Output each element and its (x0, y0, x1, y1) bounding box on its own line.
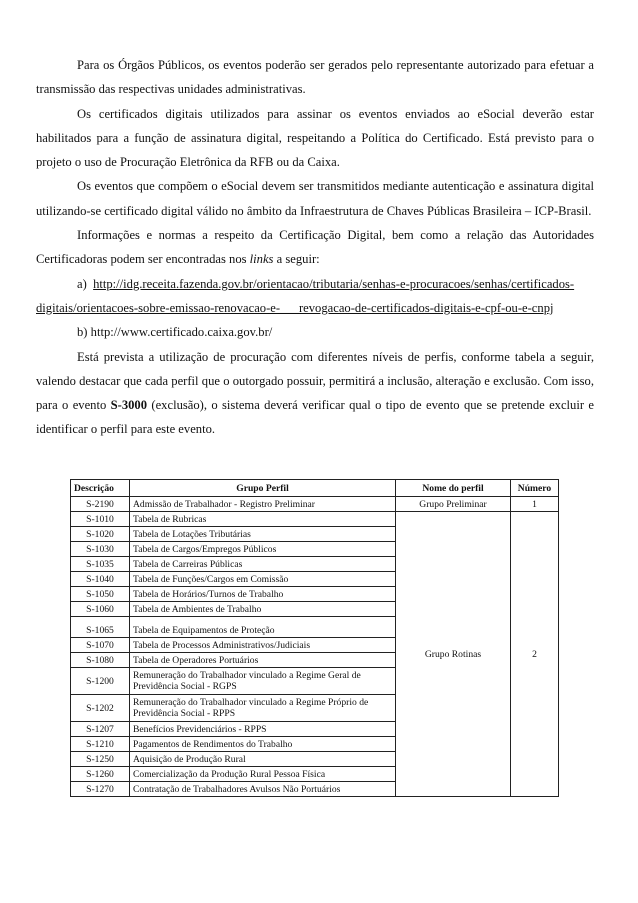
list-item-b (36, 320, 594, 344)
paragraph-procuracao-end: (exclusão), o sistema deverá verificar qual o tipo de evento que se pretende excluir e identificar o perfil para este evento. (36, 398, 594, 437)
profiles-table (70, 479, 559, 797)
paragraph-informacoes (36, 223, 594, 272)
profile-number-rotinas: 2 (511, 512, 559, 797)
links-word: links (249, 252, 274, 267)
profile-name-rotinas: Grupo Rotinas (396, 512, 511, 797)
event-code: S-1207 (71, 722, 130, 737)
profile-name: Grupo Preliminar (396, 497, 511, 512)
paragraph-certificados: Os certificados digitais utilizados para assinar os eventos enviados ao eSocial deverão estar habilitados para a função de assinatura digital, respeitando a Política do Certificado. Está previsto para o projeto o uso de Procuração Eletrônica da RFB ou da Caixa. (36, 106, 594, 170)
event-code: S-1080 (71, 653, 130, 668)
paragraph-transmissao: Os eventos que compõem o eSocial devem ser transmitidos mediante autenticação e assinatura digital utilizando-se certificado digital válido no âmbito da Infraestrutura de Chaves Públicas Brasileira – ICP-Brasil. (36, 179, 594, 218)
event-group: Tabela de Lotações Tributárias (130, 527, 396, 542)
header-numero: Número (511, 480, 559, 497)
profile-number: 1 (511, 497, 559, 512)
event-group: Contratação de Trabalhadores Avulsos Não Portuários (130, 782, 396, 797)
event-code: S-2190 (71, 497, 130, 512)
event-group: Tabela de Cargos/Empregos Públicos (130, 542, 396, 557)
event-group: Aquisição de Produção Rural (130, 752, 396, 767)
event-code: S-1070 (71, 638, 130, 653)
event-s3000: S-3000 (110, 398, 148, 413)
event-code: S-1250 (71, 752, 130, 767)
event-code: S-1270 (71, 782, 130, 797)
event-group: Tabela de Rubricas (130, 512, 396, 527)
event-group: Tabela de Ambientes de Trabalho (130, 602, 396, 617)
event-code: S-1030 (71, 542, 130, 557)
list-item-a (36, 272, 594, 321)
event-group: Pagamentos de Rendimentos do Trabalho (130, 737, 396, 752)
paragraph-orgaos-publicos: Para os Órgãos Públicos, os eventos poderão ser gerados pelo representante autorizado para efetuar a transmissão das respectivas unidades administrativas. (36, 58, 594, 97)
body-text (36, 53, 594, 442)
table-row (71, 497, 559, 512)
list-marker-a: a) (77, 276, 87, 291)
event-code: S-1065 (71, 617, 130, 638)
event-group: Tabela de Operadores Portuários (130, 653, 396, 668)
link-certificado-caixa[interactable]: http://www.certificado.caixa.gov.br/ (90, 325, 273, 340)
header-descricao: Descrição (71, 480, 130, 497)
event-code: S-1020 (71, 527, 130, 542)
paragraph-procuracao (36, 345, 594, 442)
event-code: S-1210 (71, 737, 130, 752)
event-code: S-1040 (71, 572, 130, 587)
event-group: Tabela de Equipamentos de Proteção (130, 617, 396, 638)
event-code: S-1260 (71, 767, 130, 782)
event-group: Tabela de Funções/Cargos em Comissão (130, 572, 396, 587)
event-group: Remuneração do Trabalhador vinculado a Regime Próprio de Previdência Social - RPPS (130, 695, 396, 722)
event-code: S-1060 (71, 602, 130, 617)
link-receita-fazenda[interactable]: http://idg.receita.fazenda.gov.br/orientacao/tributaria/senhas-e-procuracoes/senhas/certificados-digitais/orientacoes-sobre-emissao-renovacao-e-___revogacao-de-certificados-digitais-e-cpf-ou-e-cnpj (36, 276, 575, 315)
event-code: S-1050 (71, 587, 130, 602)
event-group: Comercialização da Produção Rural Pessoa Física (130, 767, 396, 782)
header-nome-perfil: Nome do perfil (396, 480, 511, 497)
event-code: S-1200 (71, 668, 130, 695)
table-row (71, 512, 559, 527)
event-group: Admissão de Trabalhador - Registro Preliminar (130, 497, 396, 512)
event-code: S-1202 (71, 695, 130, 722)
event-code: S-1035 (71, 557, 130, 572)
event-group: Benefícios Previdenciários - RPPS (130, 722, 396, 737)
paragraph-informacoes-text: Informações e normas a respeito da Certificação Digital, bem como a relação das Autoridades Certificadoras podem ser encontradas nos (36, 228, 594, 267)
event-group: Remuneração do Trabalhador vinculado a Regime Geral de Previdência Social - RGPS (130, 668, 396, 695)
event-group: Tabela de Carreiras Públicas (130, 557, 396, 572)
paragraph-informacoes-end: a seguir: (273, 252, 320, 267)
event-group: Tabela de Processos Administrativos/Judiciais (130, 638, 396, 653)
event-group: Tabela de Horários/Turnos de Trabalho (130, 587, 396, 602)
list-marker-b: b) (77, 325, 88, 340)
event-code: S-1010 (71, 512, 130, 527)
header-grupo-perfil: Grupo Perfil (130, 480, 396, 497)
paragraph-procuracao-text: Está prevista a utilização de procuração com diferentes níveis de perfis, conforme tabela a seguir, valendo destacar que cada perfil que o outorgado possuir, permitirá a inclusão, alteração e exclusão. Com isso, para o evento (36, 349, 594, 413)
